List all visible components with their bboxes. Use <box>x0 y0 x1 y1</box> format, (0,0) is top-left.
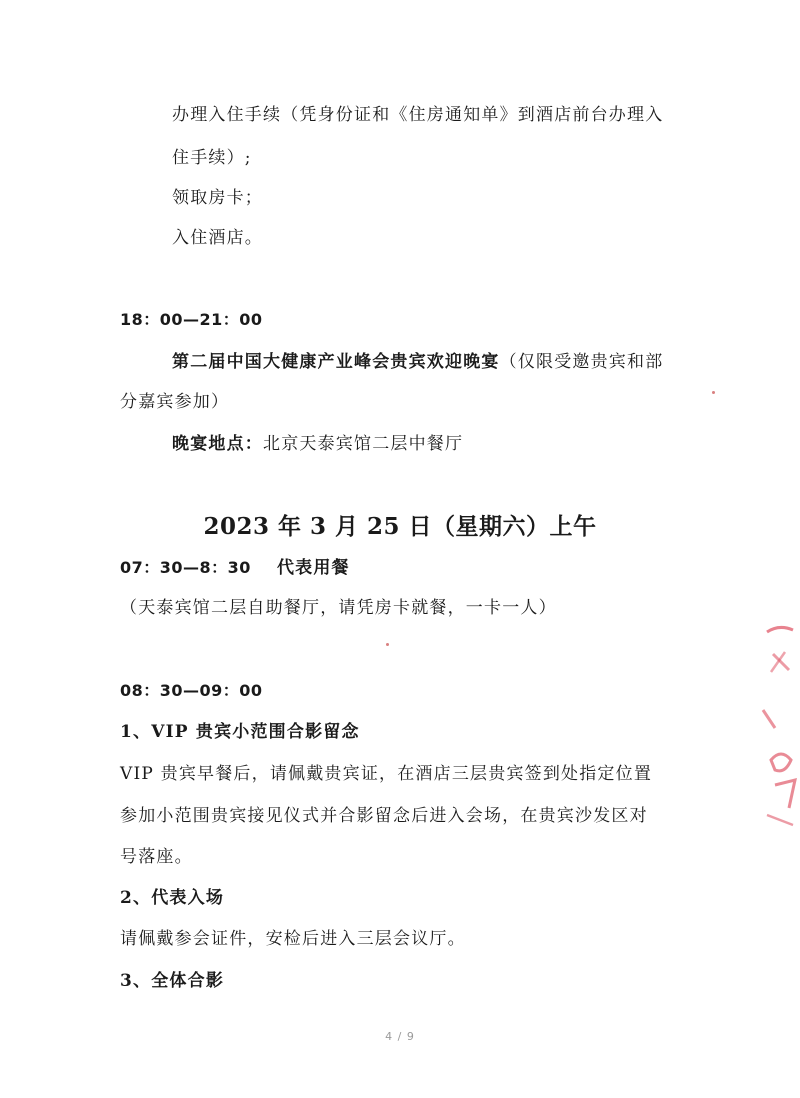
breakfast-label: 代表用餐 <box>276 558 350 578</box>
banquet-note-part2: 分嘉宾参加） <box>120 392 230 412</box>
item1-text-3: 号落座。 <box>120 847 193 867</box>
body-line-2: 住手续）; <box>172 148 252 168</box>
venue-label: 晚宴地点： <box>172 434 263 454</box>
banquet-venue-line <box>172 433 463 455</box>
ink-speck <box>712 391 715 394</box>
breakfast-line <box>120 557 350 579</box>
item1-text-1: VIP 贵宾早餐后，请佩戴贵宾证，在酒店三层贵宾签到处指定位置 <box>120 764 653 784</box>
body-line-4: 入住酒店。 <box>172 228 263 248</box>
item1-title: 1、VIP 贵宾小范围合影留念 <box>120 722 360 742</box>
seal-stamp-icon <box>745 610 800 850</box>
item2-text: 请佩戴参会证件，安检后进入三层会议厅。 <box>120 929 466 949</box>
body-line-1: 办理入住手续（凭身份证和《住房通知单》到酒店前台办理入 <box>172 105 664 125</box>
banquet-title-line <box>172 351 663 373</box>
ink-speck <box>386 643 389 646</box>
morning-time: 08：30—09：00 <box>120 681 263 700</box>
evening-time: 18：00—21：00 <box>120 310 263 329</box>
breakfast-note: （天泰宾馆二层自助餐厅，请凭房卡就餐，一卡一人） <box>120 598 557 618</box>
banquet-note-part1: （仅限受邀贵宾和部 <box>499 352 664 372</box>
body-line-3: 领取房卡； <box>172 188 263 208</box>
page-number: 4 / 9 <box>385 1030 415 1043</box>
item2-title: 2、代表入场 <box>120 888 225 908</box>
day-heading: 2023 年 3 月 25 日（星期六）上午 <box>203 513 597 540</box>
item1-text-2: 参加小范围贵宾接见仪式并合影留念后进入会场，在贵宾沙发区对 <box>120 806 648 826</box>
venue-value: 北京天泰宾馆二层中餐厅 <box>263 434 464 454</box>
banquet-title: 第二届中国大健康产业峰会贵宾欢迎晚宴 <box>172 352 500 372</box>
breakfast-time: 07：30—8：30 <box>120 558 251 577</box>
item3-title: 3、全体合影 <box>120 971 225 991</box>
